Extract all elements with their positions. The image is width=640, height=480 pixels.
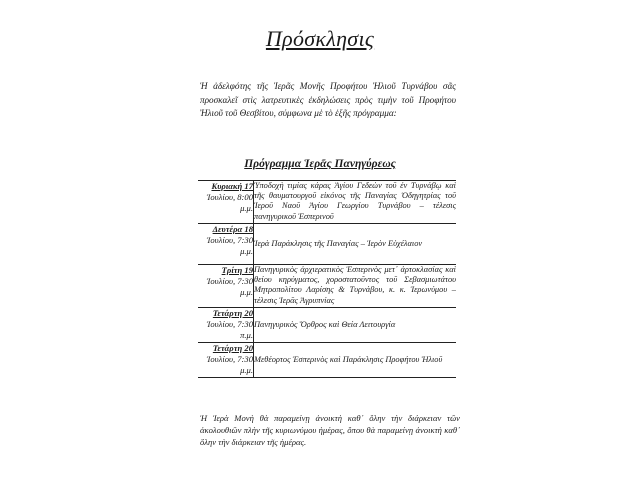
schedule-period: μ.μ. <box>240 203 253 214</box>
footer-note: Ἡ Ἱερὰ Μονὴ θὰ παραμείνῃ ἀνοικτὴ καθ᾽ ὅλην τὴν διάρκειαν τῶν ἀκολουθιῶν πλὴν τῆς κυριωνύμου ἡμέρας, ὅπου θὰ παραμείνῃ ἀνοικτὴ καθ᾽ ὅλην τὴν διάρκειαν τῆς ἡμέρας. <box>200 413 460 448</box>
program-title: Πρόγραμμα Ἱερᾶς Πανηγύρεως <box>244 158 396 170</box>
schedule-period: μ.μ. <box>240 246 253 257</box>
schedule-event: Πανηγυρικὸς ἀρχιερατικὸς Ἑσπερινὸς μετ᾽ ἀρτοκλασίας καὶ θείου κηρύγματος, χοροστατοῦντος τοῦ Σεβασμιωτάτου Μητροπολίτου Λαρίσης & Τυρνάβου, κ. κ. Ἱερωνύμου – τέλεσις Ἱερᾶς Ἀγρυπνίας <box>254 265 456 305</box>
schedule-when <box>198 342 254 377</box>
schedule-date-time: Ἰουλίου, 7:30 <box>206 353 253 364</box>
schedule-date-time: Ἰουλίου, 7:30 <box>206 276 253 287</box>
schedule-period: μ.μ. <box>240 365 253 376</box>
schedule-row <box>198 181 456 224</box>
schedule-when <box>198 265 254 308</box>
schedule-day: Τετάρτη 20 <box>212 308 253 318</box>
schedule-day: Κυριακή 17 <box>211 181 253 191</box>
schedule-event: Ἱερὰ Παράκλησις τῆς Παναγίας – Ἱερὸν Εὐχέλαιον <box>254 238 423 248</box>
schedule-row <box>198 265 456 308</box>
schedule-event: Ὑποδοχὴ τιμίας κάρας Ἁγίου Γεδεὼν τοῦ ἐν Τυρνάβῳ καὶ τῆς θαυματουργοῦ εἰκόνος τῆς Παναγίας Ὁδηγητρίας τοῦ Ἱεροῦ Ναοῦ Ἁγίου Γεωργίου Τυρνάβου – τέλεσις πανηγυρικοῦ Ἑσπερινοῦ <box>254 181 456 221</box>
schedule-date-time: Ἰουλίου, 7:30 <box>206 319 253 330</box>
schedule-period: π.μ. <box>240 330 253 341</box>
schedule-when <box>198 308 254 343</box>
intro-paragraph: Ἡ ἀδελφότης τῆς Ἱερᾶς Μονῆς Προφήτου Ἠλιοῦ Τυρνάβου σᾶς προσκαλεῖ στὶς λατρευτικὲς ἐκδηλώσεις πρὸς τιμὴν τοῦ Προφήτου Ἠλιοῦ τοῦ Θεσβίτου, σύμφωνα μὲ τὸ ἑξῆς πρόγραμμα: <box>200 81 456 119</box>
schedule-event: Πανηγυρικὸς Ὄρθρος καὶ Θεία Λειτουργία <box>254 319 396 329</box>
schedule-when <box>198 181 254 224</box>
schedule-when <box>198 224 254 265</box>
schedule-date-time: Ἰουλίου, 7:30 <box>206 235 253 246</box>
schedule-day: Δευτέρα 18 <box>212 224 253 234</box>
schedule-day: Τετάρτη 20 <box>212 342 253 353</box>
schedule-row <box>198 224 456 265</box>
page-title: Πρόσκλησις <box>265 26 375 51</box>
schedule-day: Τρίτη 19 <box>221 265 253 275</box>
schedule-row <box>198 342 456 377</box>
schedule-event: Μεθέορτος Ἑσπερινὸς καὶ Παράκλησις Προφήτου Ἠλιοῦ <box>254 354 443 364</box>
schedule-period: μ.μ. <box>240 287 253 298</box>
schedule-date-time: Ἰουλίου, 8:00 <box>206 192 253 203</box>
schedule-table <box>198 180 456 378</box>
schedule-row <box>198 308 456 343</box>
